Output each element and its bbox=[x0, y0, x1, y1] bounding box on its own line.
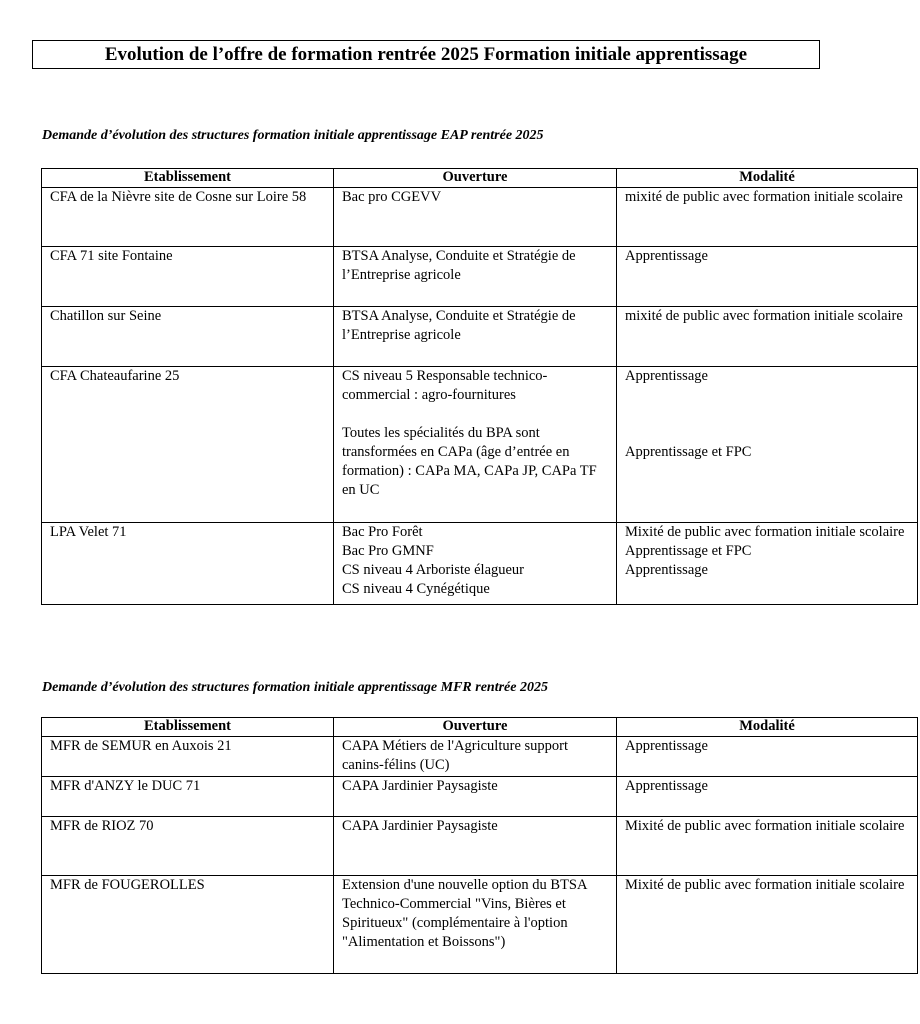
column-header-modalite: Modalité bbox=[617, 718, 918, 737]
cell-spacer bbox=[342, 405, 608, 424]
modalite-cell: Mixité de public avec formation initiale scolaire bbox=[617, 876, 918, 974]
ouverture-line: CS niveau 5 Responsable technico-commercial : agro-fournitures bbox=[342, 368, 548, 403]
modalite-cell: Apprentissage bbox=[617, 247, 918, 307]
table-row bbox=[42, 188, 918, 247]
etablissement-cell: CFA Chateaufarine 25 bbox=[42, 367, 334, 523]
ouverture-line: Toutes les spécialités du BPA sont transformées en CAPa (âge d’entrée en formation) : CAPa MA, CAPa JP, CAPa TF en UC bbox=[342, 425, 597, 498]
column-header-etablissement: Etablissement bbox=[42, 169, 334, 188]
etablissement-cell: MFR d'ANZY le DUC 71 bbox=[42, 777, 334, 817]
eap-section-heading: Demande d’évolution des structures formation initiale apprentissage EAP rentrée 2025 bbox=[42, 128, 544, 143]
etablissement-cell: Chatillon sur Seine bbox=[42, 307, 334, 367]
table-header-row bbox=[42, 169, 918, 188]
table-row bbox=[42, 367, 918, 523]
etablissement-cell: CFA 71 site Fontaine bbox=[42, 247, 334, 307]
ouverture-cell bbox=[334, 367, 617, 523]
table-row bbox=[42, 737, 918, 777]
modalite-line: Apprentissage bbox=[625, 368, 708, 384]
ouverture-cell: CAPA Jardinier Paysagiste bbox=[334, 817, 617, 876]
modalite-cell: Mixité de public avec formation initiale scolaire bbox=[617, 817, 918, 876]
mfr-table bbox=[41, 717, 918, 974]
etablissement-cell: MFR de SEMUR en Auxois 21 bbox=[42, 737, 334, 777]
ouverture-cell bbox=[334, 523, 617, 605]
table-header-row bbox=[42, 718, 918, 737]
modalite-cell: mixité de public avec formation initiale scolaire bbox=[617, 307, 918, 367]
ouverture-line: CS niveau 4 Cynégétique bbox=[342, 581, 490, 597]
column-header-modalite: Modalité bbox=[617, 169, 918, 188]
ouverture-cell: BTSA Analyse, Conduite et Stratégie de l’Entreprise agricole bbox=[334, 307, 617, 367]
eap-table bbox=[41, 168, 918, 605]
table-row bbox=[42, 523, 918, 605]
etablissement-cell: MFR de FOUGEROLLES bbox=[42, 876, 334, 974]
mfr-section-heading: Demande d’évolution des structures formation initiale apprentissage MFR rentrée 2025 bbox=[42, 680, 548, 695]
modalite-cell: Apprentissage bbox=[617, 737, 918, 777]
ouverture-line: CS niveau 4 Arboriste élagueur bbox=[342, 562, 525, 578]
modalite-cell bbox=[617, 367, 918, 523]
ouverture-cell: Bac pro CGEVV bbox=[334, 188, 617, 247]
modalite-cell: Apprentissage bbox=[617, 777, 918, 817]
cell-spacer bbox=[625, 386, 909, 443]
etablissement-cell: LPA Velet 71 bbox=[42, 523, 334, 605]
ouverture-cell: CAPA Métiers de l'Agriculture support canins-félins (UC) bbox=[334, 737, 617, 777]
modalite-line: Apprentissage et FPC bbox=[625, 543, 752, 559]
ouverture-line: Bac Pro Forêt bbox=[342, 524, 423, 540]
ouverture-cell: CAPA Jardinier Paysagiste bbox=[334, 777, 617, 817]
table-row bbox=[42, 777, 918, 817]
modalite-line: Mixité de public avec formation initiale scolaire bbox=[625, 524, 905, 540]
column-header-ouverture: Ouverture bbox=[334, 718, 617, 737]
table-row bbox=[42, 307, 918, 367]
modalite-line: Apprentissage et FPC bbox=[625, 444, 752, 460]
ouverture-cell: Extension d'une nouvelle option du BTSA Technico-Commercial "Vins, Bières et Spiritueux" (complémentaire à l'option "Alimentation et Boissons") bbox=[334, 876, 617, 974]
column-header-ouverture: Ouverture bbox=[334, 169, 617, 188]
document-title: Evolution de l’offre de formation rentrée 2025 Formation initiale apprentissage bbox=[32, 40, 820, 69]
modalite-line: Apprentissage bbox=[625, 562, 708, 578]
table-row bbox=[42, 876, 918, 974]
etablissement-cell: CFA de la Nièvre site de Cosne sur Loire 58 bbox=[42, 188, 334, 247]
ouverture-line: Bac Pro GMNF bbox=[342, 543, 434, 559]
modalite-cell bbox=[617, 523, 918, 605]
modalite-cell: mixité de public avec formation initiale scolaire bbox=[617, 188, 918, 247]
table-row bbox=[42, 247, 918, 307]
ouverture-cell: BTSA Analyse, Conduite et Stratégie de l’Entreprise agricole bbox=[334, 247, 617, 307]
table-row bbox=[42, 817, 918, 876]
etablissement-cell: MFR de RIOZ 70 bbox=[42, 817, 334, 876]
column-header-etablissement: Etablissement bbox=[42, 718, 334, 737]
